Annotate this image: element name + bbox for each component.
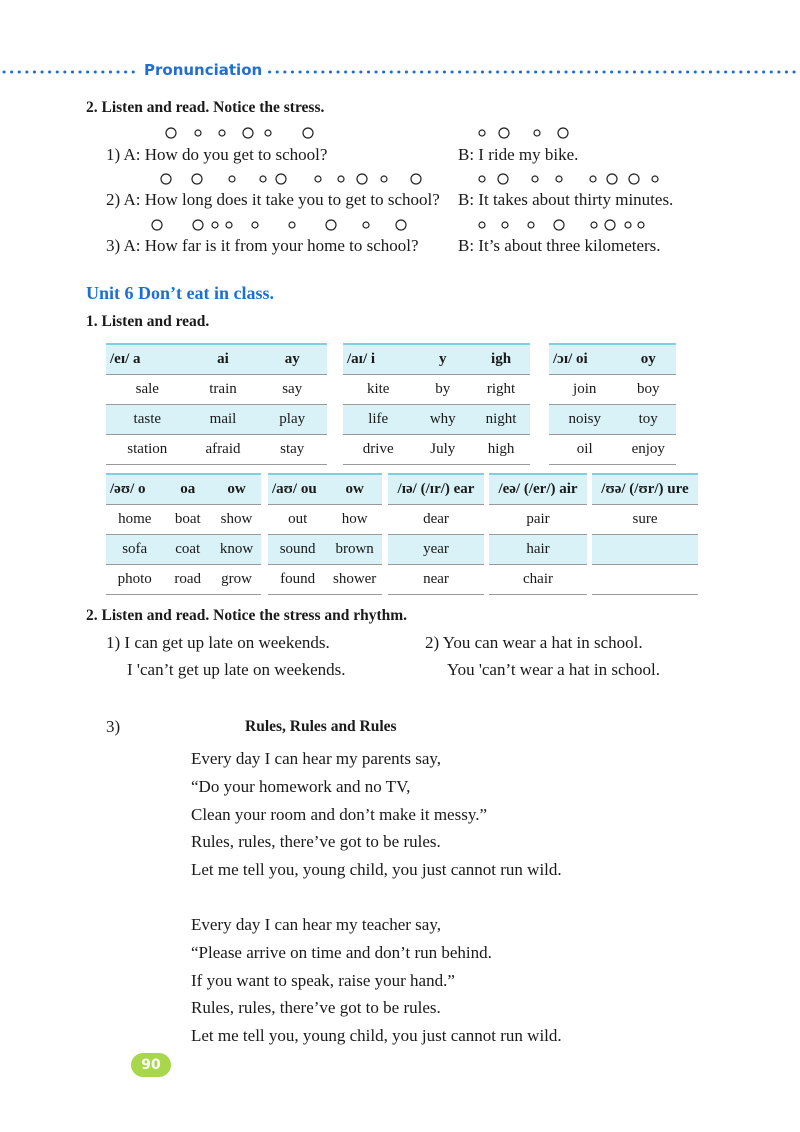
dialogue-3-b: B: It’s about three kilometers. bbox=[458, 236, 661, 255]
table-cell: noisy bbox=[549, 405, 620, 435]
page-number-badge: 90 bbox=[131, 1053, 171, 1077]
table-cell: toy bbox=[620, 405, 676, 435]
table-cell: chair bbox=[489, 565, 587, 595]
table-cell: July bbox=[413, 435, 472, 465]
unit-title: Unit 6 Don’t eat in class. bbox=[86, 283, 274, 303]
table-cell: boat bbox=[163, 505, 212, 535]
table-header: igh bbox=[491, 351, 512, 367]
table-cell: right bbox=[472, 375, 530, 405]
poem-line: Every day I can hear my teacher say, bbox=[191, 915, 441, 934]
table-header: /əʊ/ o bbox=[110, 481, 146, 497]
table-cell: kite bbox=[343, 375, 413, 405]
table-cell: night bbox=[472, 405, 530, 435]
table-header: ay bbox=[284, 351, 300, 367]
table-cell: sofa bbox=[106, 535, 163, 565]
poem-title: Rules, Rules and Rules bbox=[245, 718, 397, 735]
table-cell: grow bbox=[212, 565, 261, 595]
table-header: /eə/ (/er/) air bbox=[498, 481, 578, 497]
table-cell: oil bbox=[549, 435, 620, 465]
dialogue-1-a: 1) A: How do you get to school? bbox=[106, 145, 328, 164]
table-cell: shower bbox=[327, 565, 382, 595]
exercise-title: 2. Listen and read. Notice the stress and rhythm. bbox=[86, 607, 408, 624]
table-cell: home bbox=[106, 505, 163, 535]
sentence-1-line-2: I 'can’t get up late on weekends. bbox=[127, 660, 346, 679]
table-cell: sure bbox=[592, 505, 698, 535]
table-cell: brown bbox=[327, 535, 382, 565]
table-header: ai bbox=[217, 351, 229, 367]
poem-line: Let me tell you, young child, you just cannot run wild. bbox=[191, 860, 562, 880]
table-cell: taste bbox=[106, 405, 189, 435]
dialogue-2-a: 2) A: How long does it take you to get to school? bbox=[106, 190, 440, 209]
table-cell: high bbox=[472, 435, 530, 465]
poem-line: Every day I can hear my parents say, bbox=[191, 749, 442, 768]
table-cell: life bbox=[343, 405, 413, 435]
poem-stanza-2 bbox=[191, 911, 562, 1050]
dialogue-1-b: B: I ride my bike. bbox=[458, 145, 579, 164]
phonics-table-ei bbox=[106, 343, 327, 465]
table-header: /ɔɪ/ oi bbox=[553, 351, 588, 367]
phonics-table-ure bbox=[592, 473, 698, 595]
poem-line: Rules, rules, there’ve got to be rules. bbox=[191, 832, 441, 852]
table-cell: train bbox=[189, 375, 258, 405]
dialogue-3-a: 3) A: How far is it from your home to school? bbox=[106, 236, 419, 255]
poem-line: Let me tell you, young child, you just cannot run wild. bbox=[191, 1026, 562, 1046]
table-header: ow bbox=[345, 481, 364, 497]
poem-line: Clean your room and don’t make it messy.” bbox=[191, 804, 488, 824]
table-cell: afraid bbox=[189, 435, 258, 465]
table-header: /aʊ/ ou bbox=[272, 481, 317, 497]
table-cell: station bbox=[106, 435, 189, 465]
table-header: /ʊə/ (/ʊr/) ure bbox=[601, 481, 689, 497]
phonics-table-au bbox=[268, 473, 382, 595]
table-cell: drive bbox=[343, 435, 413, 465]
table-cell: boy bbox=[620, 375, 676, 405]
table-cell: coat bbox=[163, 535, 212, 565]
table-header: /aɪ/ i bbox=[347, 351, 376, 367]
table-cell: say bbox=[257, 375, 327, 405]
table-cell: show bbox=[212, 505, 261, 535]
table-cell: road bbox=[163, 565, 212, 595]
dialogue-2-b: B: It takes about thirty minutes. bbox=[458, 190, 674, 209]
table-cell: play bbox=[257, 405, 327, 435]
table-header: /eɪ/ a bbox=[110, 351, 141, 367]
phonics-table-ear bbox=[388, 473, 484, 595]
table-cell: found bbox=[268, 565, 327, 595]
table-cell: near bbox=[388, 565, 484, 595]
table-cell: sale bbox=[106, 375, 189, 405]
sentence-2-line-1: 2) You can wear a hat in school. bbox=[425, 633, 643, 652]
table-cell: pair bbox=[489, 505, 587, 535]
exercise-title: 1. Listen and read. bbox=[86, 313, 210, 330]
poem-number: 3) bbox=[106, 717, 121, 736]
table-cell: why bbox=[413, 405, 472, 435]
poem-line: Rules, rules, there’ve got to be rules. bbox=[191, 998, 441, 1018]
table-cell: out bbox=[268, 505, 327, 535]
stress-marks-row-2 bbox=[0, 172, 800, 188]
table-header: oa bbox=[180, 481, 196, 497]
poem-line: “Do your homework and no TV, bbox=[191, 776, 411, 796]
phonics-table-air bbox=[489, 473, 587, 595]
stress-marks-row-1 bbox=[0, 126, 800, 142]
poem-line: “Please arrive on time and don’t run behind. bbox=[191, 942, 492, 962]
poem-stanza-1 bbox=[191, 745, 562, 884]
table-cell: mail bbox=[189, 405, 258, 435]
table-cell bbox=[592, 565, 698, 595]
table-header: oy bbox=[640, 351, 656, 367]
table-cell: join bbox=[549, 375, 620, 405]
sentence-1-line-1: 1) I can get up late on weekends. bbox=[106, 633, 330, 652]
table-cell: photo bbox=[106, 565, 163, 595]
table-cell: year bbox=[388, 535, 484, 565]
poem-line: If you want to speak, raise your hand.” bbox=[191, 970, 455, 990]
table-cell: how bbox=[327, 505, 382, 535]
table-cell bbox=[592, 535, 698, 565]
header-dotted-rule bbox=[0, 66, 800, 78]
table-header: ow bbox=[227, 481, 246, 497]
section-header-title: Pronunciation bbox=[141, 61, 265, 79]
table-header: /ɪə/ (/ɪr/) ear bbox=[397, 481, 475, 497]
table-cell: know bbox=[212, 535, 261, 565]
exercise-title: 2. Listen and read. Notice the stress. bbox=[86, 99, 325, 116]
table-cell: sound bbox=[268, 535, 327, 565]
table-header: y bbox=[438, 351, 447, 367]
table-cell: by bbox=[413, 375, 472, 405]
table-cell: hair bbox=[489, 535, 587, 565]
stress-marks-row-3 bbox=[0, 218, 800, 234]
phonics-table-ou bbox=[106, 473, 261, 595]
sentence-2-line-2: You 'can’t wear a hat in school. bbox=[447, 660, 661, 679]
phonics-table-oi bbox=[549, 343, 676, 465]
table-cell: stay bbox=[257, 435, 327, 465]
table-cell: dear bbox=[388, 505, 484, 535]
phonics-table-ai bbox=[343, 343, 530, 465]
table-cell: enjoy bbox=[620, 435, 676, 465]
